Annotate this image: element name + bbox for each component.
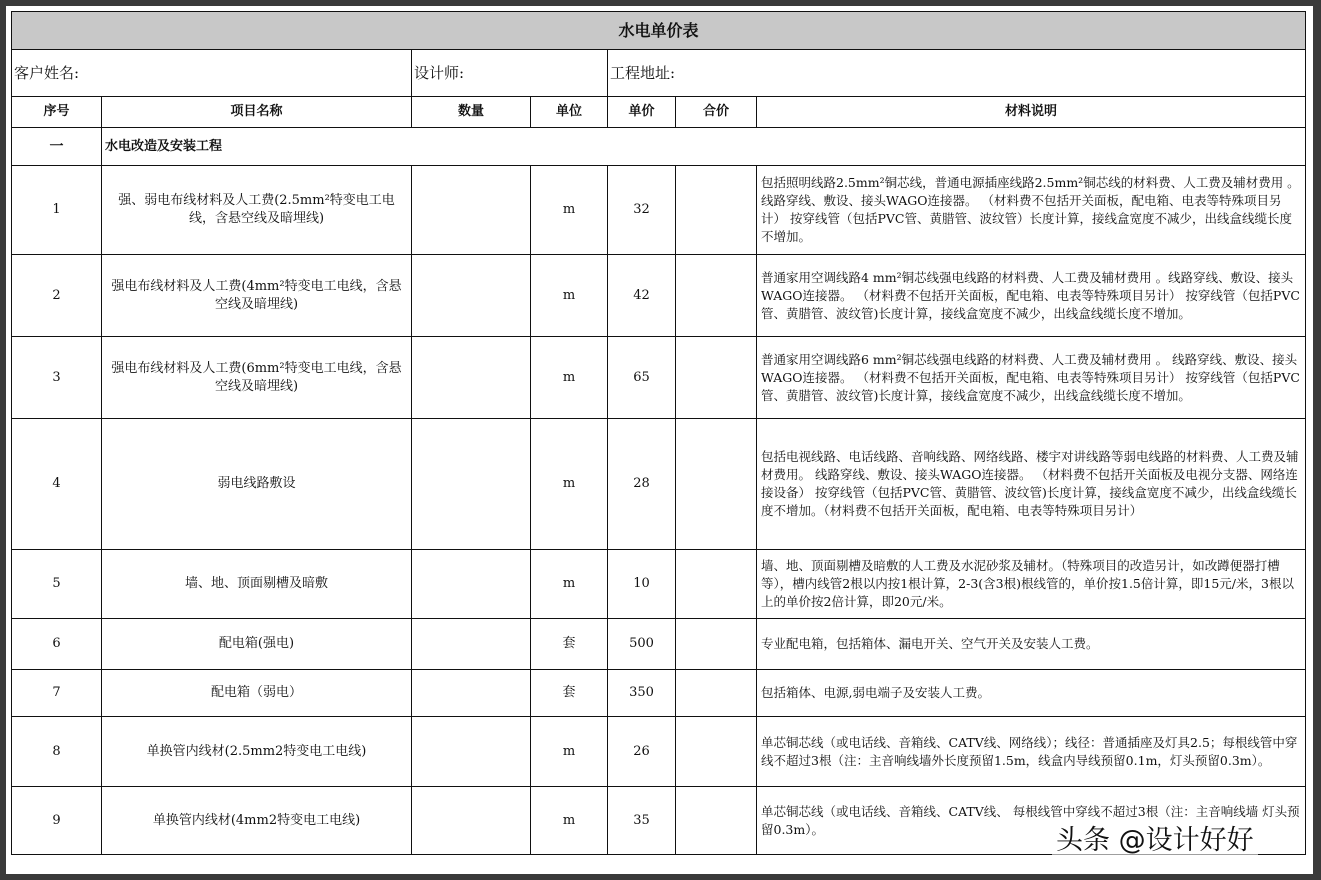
row-number: 4 [12, 419, 102, 550]
section-row [12, 128, 1306, 166]
item-name: 强、弱电布线材料及人工费(2.5mm²特变电工电线，含悬空线及暗埋线) [102, 166, 412, 255]
price-table [11, 11, 1306, 855]
header-total-price: 合价 [676, 97, 757, 128]
table-row [12, 717, 1306, 787]
designer-field[interactable]: 设计师: [412, 50, 608, 97]
unit-price-cell: 42 [608, 255, 676, 337]
unit-cell: m [531, 717, 608, 787]
table-row [12, 419, 1306, 550]
table-row [12, 550, 1306, 619]
total-price-cell [676, 337, 757, 419]
row-number: 8 [12, 717, 102, 787]
item-name: 配电箱（弱电） [102, 670, 412, 717]
address-field[interactable]: 工程地址: [608, 50, 1306, 97]
table-row [12, 255, 1306, 337]
unit-price-cell: 35 [608, 787, 676, 855]
material-description: 专业配电箱，包括箱体、漏电开关、空气开关及安装人工费。 [757, 619, 1306, 670]
sheet-title: 水电单价表 [12, 12, 1306, 50]
material-description: 普通家用空调线路6 mm²铜芯线强电线路的材料费、人工费及辅材费用 。 线路穿线、敷设、接头WAGO连接器。 （材料费不包括开关面板，配电箱、电表等特殊项目另计） 按穿线管（包括PVC管、黄腊管、波纹管)长度计算，接线盒宽度不减少，出线盒线缆长度不增加。 [757, 337, 1306, 419]
total-price-cell [676, 166, 757, 255]
table-row [12, 166, 1306, 255]
header-quantity: 数量 [412, 97, 531, 128]
unit-cell: m [531, 255, 608, 337]
header-row [12, 97, 1306, 128]
table-row [12, 619, 1306, 670]
watermark: 头条 @设计好好 [1052, 818, 1258, 857]
customer-name-field[interactable]: 客户姓名: [12, 50, 412, 97]
item-name: 配电箱(强电) [102, 619, 412, 670]
price-sheet [6, 6, 1313, 874]
header-no: 序号 [12, 97, 102, 128]
section-number: 一 [12, 128, 102, 166]
section-title: 水电改造及安装工程 [102, 128, 1306, 166]
row-number: 9 [12, 787, 102, 855]
unit-cell: m [531, 419, 608, 550]
unit-cell: m [531, 337, 608, 419]
item-name: 强电布线材料及人工费(6mm²特变电工电线，含悬空线及暗埋线) [102, 337, 412, 419]
row-number: 1 [12, 166, 102, 255]
unit-cell: m [531, 787, 608, 855]
unit-price-cell: 500 [608, 619, 676, 670]
total-price-cell [676, 255, 757, 337]
header-material-desc: 材料说明 [757, 97, 1306, 128]
unit-price-cell: 10 [608, 550, 676, 619]
table-row [12, 670, 1306, 717]
item-name: 强电布线材料及人工费(4mm²特变电工电线，含悬空线及暗埋线) [102, 255, 412, 337]
quantity-cell [412, 166, 531, 255]
quantity-cell [412, 787, 531, 855]
material-description: 包括箱体、电源,弱电端子及安装人工费。 [757, 670, 1306, 717]
unit-price-cell: 32 [608, 166, 676, 255]
material-description: 包括电视线路、电话线路、音响线路、网络线路、楼宇对讲线路等弱电线路的材料费、人工费及辅材费用。 线路穿线、敷设、接头WAGO连接器。 （材料费不包括开关面板及电视分支器、网络连接设备） 按穿线管（包括PVC管、黄腊管、波纹管)长度计算，接线盒宽度不减少，出线盒线缆长度不增加。（材料费不包括开关面板，配电箱、电表等特殊项目另计） [757, 419, 1306, 550]
quantity-cell [412, 255, 531, 337]
row-number: 3 [12, 337, 102, 419]
row-number: 2 [12, 255, 102, 337]
material-description: 单芯铜芯线（或电话线、音箱线、CATV线、 每根线管中穿线不超过3根（注：主音响线墙 灯头预留0.3m）。 [757, 787, 1306, 855]
total-price-cell [676, 619, 757, 670]
quantity-cell [412, 670, 531, 717]
row-number: 7 [12, 670, 102, 717]
unit-price-cell: 65 [608, 337, 676, 419]
unit-price-cell: 28 [608, 419, 676, 550]
total-price-cell [676, 670, 757, 717]
row-number: 5 [12, 550, 102, 619]
header-unit: 单位 [531, 97, 608, 128]
unit-price-cell: 26 [608, 717, 676, 787]
total-price-cell [676, 550, 757, 619]
total-price-cell [676, 787, 757, 855]
table-row [12, 337, 1306, 419]
quantity-cell [412, 419, 531, 550]
quantity-cell [412, 619, 531, 670]
material-description: 普通家用空调线路4 mm²铜芯线强电线路的材料费、人工费及辅材费用 。线路穿线、敷设、接头WAGO连接器。 （材料费不包括开关面板，配电箱、电表等特殊项目另计） 按穿线管（包括PVC管、黄腊管、波纹管)长度计算，接线盒宽度不减少，出线盒线缆长度不增加。 [757, 255, 1306, 337]
material-description: 墙、地、顶面剔槽及暗敷的人工费及水泥砂浆及辅材。（特殊项目的改造另计，如改蹲便器打槽等），槽内线管2根以内按1根计算，2-3(含3根)根线管的，单价按1.5倍计算，即15元/米，3根以上的单价按2倍计算，即20元/米。 [757, 550, 1306, 619]
material-description: 包括照明线路2.5mm²铜芯线，普通电源插座线路2.5mm²铜芯线的材料费、人工费及辅材费用 。线路穿线、敷设、接头WAGO连接器。 （材料费不包括开关面板，配电箱、电表等特殊项目另计） 按穿线管（包括PVC管、黄腊管、波纹管）长度计算，接线盒宽度不减少，出线盒线缆长度不增加。 [757, 166, 1306, 255]
item-name: 单换管内线材(4mm2特变电工电线) [102, 787, 412, 855]
unit-cell: m [531, 550, 608, 619]
material-description: 单芯铜芯线（或电话线、音箱线、CATV线、网络线）；线径：普通插座及灯具2.5；每根线管中穿线不超过3根（注：主音响线墙外长度预留1.5m，线盒内导线预留0.1m，灯头预留0.3m）。 [757, 717, 1306, 787]
unit-cell: 套 [531, 619, 608, 670]
quantity-cell [412, 717, 531, 787]
unit-price-cell: 350 [608, 670, 676, 717]
unit-cell: 套 [531, 670, 608, 717]
title-row [12, 12, 1306, 50]
unit-cell: m [531, 166, 608, 255]
total-price-cell [676, 419, 757, 550]
item-name: 单换管内线材(2.5mm2特变电工电线) [102, 717, 412, 787]
info-row [12, 50, 1306, 97]
item-name: 弱电线路敷设 [102, 419, 412, 550]
row-number: 6 [12, 619, 102, 670]
item-name: 墙、地、顶面剔槽及暗敷 [102, 550, 412, 619]
header-unit-price: 单价 [608, 97, 676, 128]
quantity-cell [412, 337, 531, 419]
quantity-cell [412, 550, 531, 619]
total-price-cell [676, 717, 757, 787]
header-item-name: 项目名称 [102, 97, 412, 128]
